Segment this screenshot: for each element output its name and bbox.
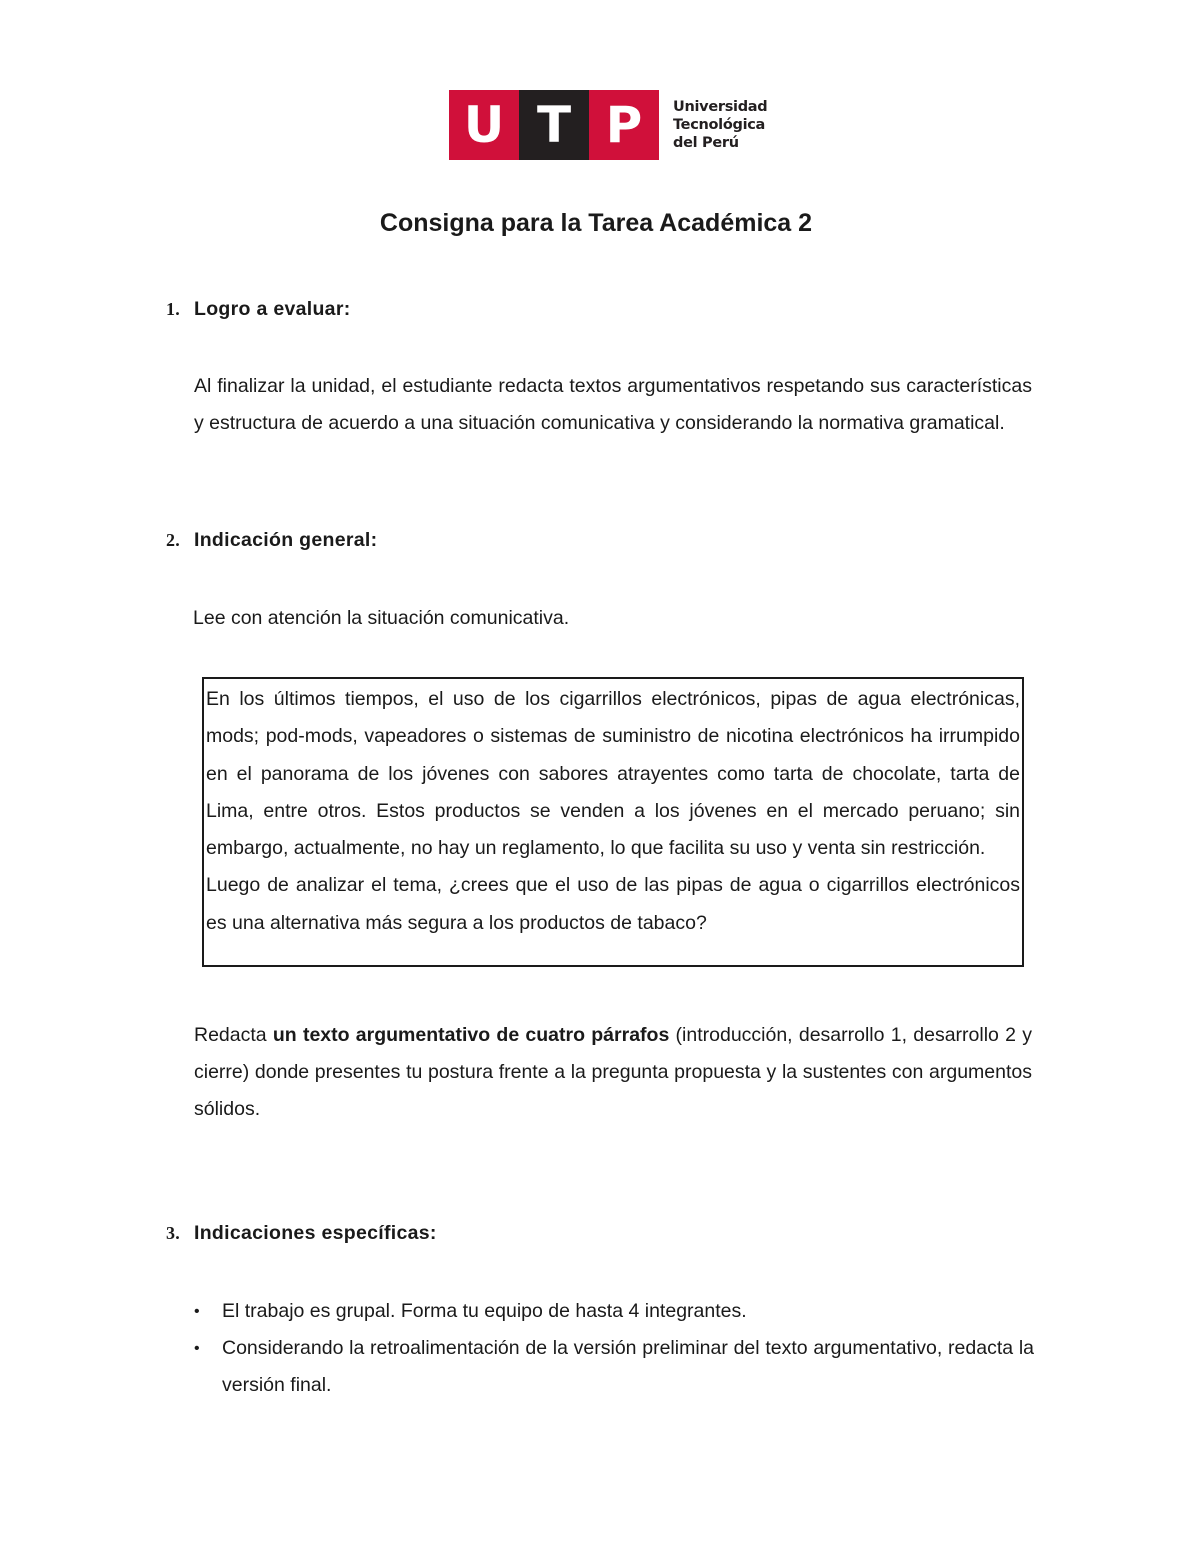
logo-mark — [449, 90, 659, 160]
list-item-text: El trabajo es grupal. Forma tu equipo de hasta 4 integrantes. — [222, 1300, 747, 1322]
page-title: Consigna para la Tarea Académica 2 — [379, 209, 813, 237]
list-item — [194, 1293, 1034, 1330]
section-2-number: 2. — [166, 530, 181, 550]
list-item — [194, 1330, 1034, 1404]
situation-question: Luego de analizar el tema, ¿crees que el uso de las pipas de agua o cigarrillos electrónicos es una alternativa más segura a los productos de tabaco? — [206, 874, 1020, 934]
logo-letter-p: P — [589, 90, 659, 160]
section-1-number: 1. — [166, 299, 181, 319]
section-1-title: Logro a evaluar: — [194, 298, 351, 320]
section-1-heading — [166, 296, 351, 322]
logo-letter-t: T — [519, 90, 589, 160]
task-instruction — [194, 1017, 1032, 1128]
logo-line-3: del Perú — [673, 135, 739, 151]
section-3-heading — [166, 1220, 437, 1246]
section-2-title: Indicación general: — [194, 529, 378, 551]
bullet-icon: • — [194, 1303, 200, 1320]
section-3-title: Indicaciones específicas: — [194, 1222, 437, 1244]
section-2-intro: Lee con atención la situación comunicativa. — [193, 607, 570, 629]
bullet-icon: • — [194, 1340, 200, 1357]
section-1-body: Al finalizar la unidad, el estudiante redacta textos argumentativos respetando sus características y estructura de acuerdo a una situación comunicativa y considerando la normativa gramatical. — [194, 375, 1032, 434]
specific-instructions-list — [194, 1293, 1034, 1404]
utp-logo — [449, 90, 767, 160]
logo-letter-u: U — [449, 90, 519, 160]
list-item-text: Considerando la retroalimentación de la versión preliminar del texto argumentativo, redacta la versión final. — [222, 1337, 1034, 1396]
task-pre: Redacta — [194, 1024, 273, 1046]
logo-wordmark — [673, 98, 767, 152]
logo-line-1: Universidad — [673, 99, 768, 115]
logo-line-2: Tecnológica — [673, 117, 766, 133]
section-2-heading — [166, 527, 377, 553]
situation-box — [202, 677, 1024, 967]
situation-paragraph-1: En los últimos tiempos, el uso de los cigarrillos electrónicos, pipas de agua electrónicas, mods; pod-mods, vapeadores o sistemas de suministro de nicotina electrónicos ha irrumpido en el panorama de los jóvenes con sabores atrayentes como tarta de chocolate, tarta de Lima, entre otros. Estos productos se venden a los jóvenes en el mercado peruano; sin embargo, actualmente, no hay un reglamento, lo que facilita su uso y venta sin restricción. — [206, 688, 1020, 860]
section-3-number: 3. — [166, 1223, 181, 1243]
task-post: (introducción, desarrollo 1, desarrollo 2 y cierre) donde presentes tu postura frente a la pregunta propuesta y la sustentes con argumentos sólidos. — [194, 1024, 1032, 1120]
task-bold: un texto argumentativo de cuatro párrafos — [272, 1024, 670, 1046]
